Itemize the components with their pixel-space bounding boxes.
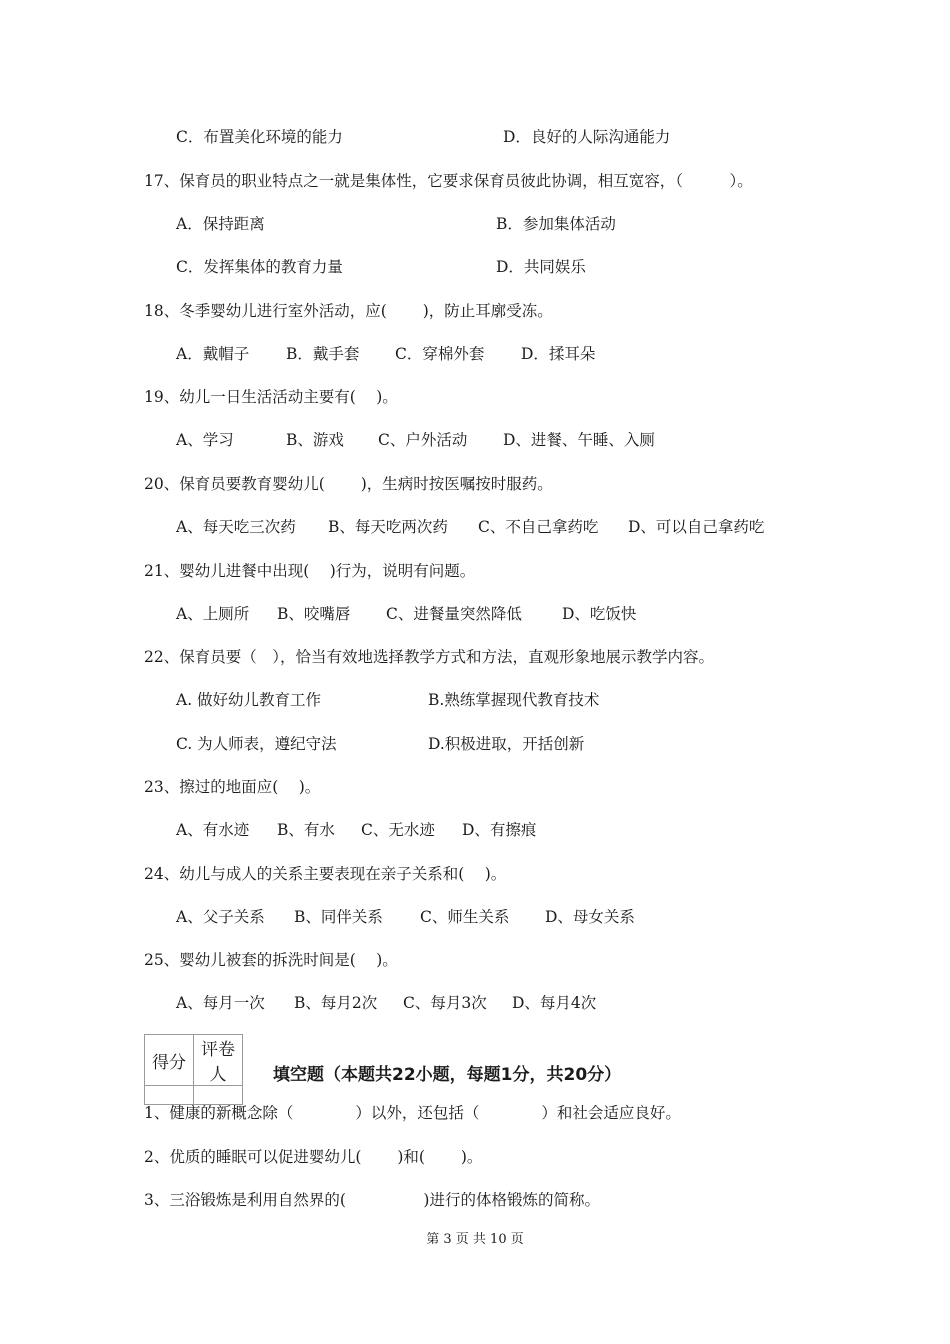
q18-option-a: A．戴帽子 [176,345,250,363]
grader-header: 评卷人 [194,1035,243,1086]
fill-question-2: 2、优质的睡眠可以促进婴幼儿( )和( )。 [144,1148,483,1166]
q20-option-d: D、可以自己拿药吃 [628,518,765,536]
q22-stem: 22、保育员要（ ），恰当有效地选择教学方式和方法，直观形象地展示教学内容。 [144,648,714,666]
q25-stem: 25、婴幼儿被套的拆洗时间是( )。 [144,951,398,969]
q21-option-d: D、吃饭快 [562,605,637,623]
q22-option-b: B.熟练掌握现代教育技术 [428,691,600,709]
q19-option-d: D、进餐、午睡、入厕 [503,431,655,449]
q22-option-a: A. 做好幼儿教育工作 [176,691,322,709]
q18-option-d: D．揉耳朵 [521,345,596,363]
q20-stem: 20、保育员要教育婴幼儿( )，生病时按医嘱按时服药。 [144,475,553,493]
q17-option-b: B．参加集体活动 [496,215,616,233]
q24-option-c: C、师生关系 [420,908,510,926]
q18-option-b: B．戴手套 [286,345,360,363]
q17-option-a: A．保持距离 [176,215,265,233]
q22-option-d: D.积极进取，开括创新 [428,735,585,753]
q23-option-b: B、有水 [277,821,335,839]
q17-stem: 17、保育员的职业特点之一就是集体性，它要求保育员彼此协调，相互宽容，（ ）。 [144,172,753,190]
score-header: 得分 [145,1035,194,1086]
q21-option-b: B、咬嘴唇 [277,605,351,623]
q25-option-a: A、每月一次 [176,994,265,1012]
q23-stem: 23、擦过的地面应( )。 [144,778,321,796]
q20-option-b: B、每天吃两次药 [328,518,448,536]
q24-option-d: D、母女关系 [545,908,635,926]
q16-option-d: D．良好的人际沟通能力 [503,128,671,146]
q23-option-d: D、有擦痕 [462,821,537,839]
q21-option-c: C、进餐量突然降低 [386,605,522,623]
section-title: 填空题（本题共22小题，每题1分，共20分） [273,1065,622,1085]
q21-stem: 21、婴幼儿进餐中出现( )行为，说明有问题。 [144,562,476,580]
q17-option-c: C．发挥集体的教育力量 [176,258,343,276]
score-cell[interactable] [145,1086,194,1105]
q21-option-a: A、上厕所 [176,605,250,623]
fill-question-1: 1、健康的新概念除（ ）以外，还包括（ ）和社会适应良好。 [144,1104,681,1122]
q18-option-c: C．穿棉外套 [395,345,485,363]
q18-stem: 18、冬季婴幼儿进行室外活动，应( )，防止耳廓受冻。 [144,302,553,320]
q19-option-c: C、户外活动 [378,431,468,449]
q20-option-a: A、每天吃三次药 [176,518,296,536]
q25-option-d: D、每月4次 [512,994,597,1012]
q20-option-c: C、不自己拿药吃 [478,518,599,536]
q19-option-a: A、学习 [176,431,234,449]
q19-stem: 19、幼儿一日生活活动主要有( )。 [144,388,398,406]
q19-option-b: B、游戏 [286,431,344,449]
q24-option-b: B、同伴关系 [294,908,383,926]
grader-cell[interactable] [194,1086,243,1105]
q25-option-c: C、每月3次 [403,994,487,1012]
q24-option-a: A、父子关系 [176,908,265,926]
score-table [144,1034,243,1105]
q25-option-b: B、每月2次 [294,994,378,1012]
q16-option-c: C．布置美化环境的能力 [176,128,343,146]
q24-stem: 24、幼儿与成人的关系主要表现在亲子关系和( )。 [144,865,507,883]
page-footer: 第 3 页 共 10 页 [426,1232,524,1247]
fill-question-3: 3、三浴锻炼是利用自然界的( )进行的体格锻炼的简称。 [144,1191,600,1209]
q23-option-c: C、无水迹 [361,821,435,839]
q17-option-d: D．共同娱乐 [496,258,586,276]
q23-option-a: A、有水迹 [176,821,250,839]
q22-option-c: C. 为人师表，遵纪守法 [176,735,337,753]
